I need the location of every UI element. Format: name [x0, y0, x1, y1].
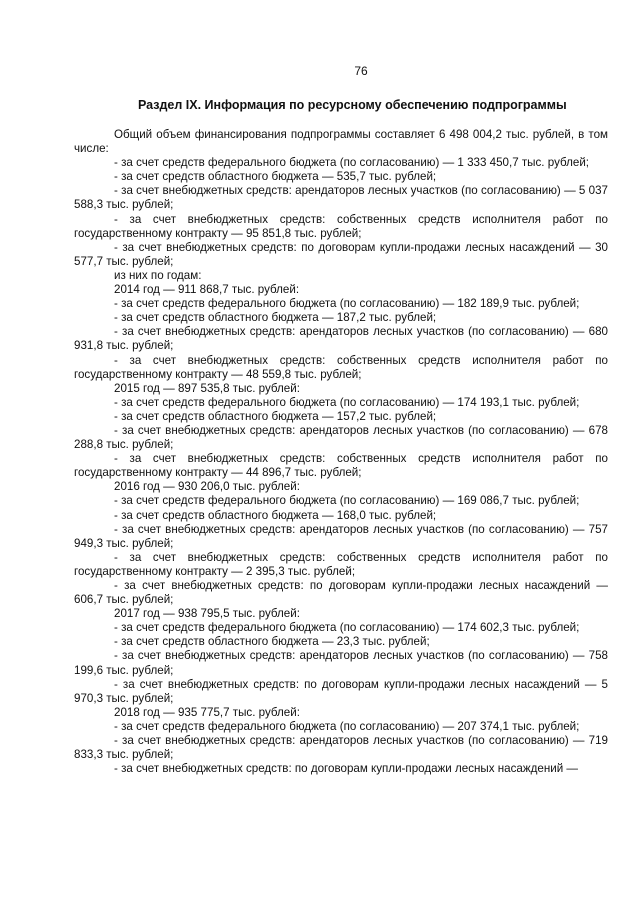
- paragraph: - за счет внебюджетных средств: арендаторов лесных участков (по согласованию) — 719 833,3 тыс. рублей;: [74, 734, 608, 762]
- document-body: [74, 128, 608, 776]
- page-number: 76: [354, 64, 368, 78]
- paragraph: - за счет внебюджетных средств: собственных средств исполнителя работ по государственному контракту — 95 851,8 тыс. рублей;: [74, 212, 608, 240]
- year-heading: 2017 год — 938 795,5 тыс. рублей:: [114, 607, 300, 621]
- paragraph: - за счет средств федерального бюджета (по согласованию) — 169 086,7 тыс. рублей;: [114, 494, 580, 508]
- paragraph: - за счет средств федерального бюджета (по согласованию) — 174 602,3 тыс. рублей;: [114, 621, 580, 635]
- paragraph: из них по годам:: [114, 268, 202, 282]
- paragraph: - за счет средств федерального бюджета (по согласованию) — 1 333 450,7 тыс. рублей;: [114, 156, 590, 170]
- paragraph: - за счет внебюджетных средств: арендаторов лесных участков (по согласованию) — 5 037 588,3 тыс. рублей;: [74, 184, 608, 212]
- paragraph: - за счет средств федерального бюджета (по согласованию) — 207 374,1 тыс. рублей;: [114, 719, 580, 733]
- section-title: Раздел IX. Информация по ресурсному обеспечению подпрограммы: [138, 98, 567, 112]
- paragraph: - за счет внебюджетных средств: арендаторов лесных участков (по согласованию) — 757 949,3 тыс. рублей;: [74, 522, 608, 550]
- year-heading: 2015 год — 897 535,8 тыс. рублей:: [114, 381, 300, 395]
- paragraph: - за счет средств областного бюджета — 23,3 тыс. рублей;: [114, 635, 430, 649]
- paragraph: - за счет внебюджетных средств: собственных средств исполнителя работ по государственному контракту — 44 896,7 тыс. рублей;: [74, 452, 608, 480]
- year-heading: 2016 год — 930 206,0 тыс. рублей:: [114, 480, 300, 494]
- paragraph: - за счет внебюджетных средств: арендаторов лесных участков (по согласованию) — 758 199,6 тыс. рублей;: [74, 649, 608, 677]
- paragraph: - за счет внебюджетных средств: собственных средств исполнителя работ по государственному контракту — 2 395,3 тыс. рублей;: [74, 550, 608, 578]
- year-heading: 2014 год — 911 868,7 тыс. рублей:: [114, 283, 300, 297]
- paragraph: - за счет средств федерального бюджета (по согласованию) — 182 189,9 тыс. рублей;: [114, 297, 580, 311]
- paragraph: - за счет внебюджетных средств: по договорам купли-продажи лесных насаждений — 606,7 тыс. рублей;: [74, 579, 608, 607]
- paragraph: - за счет средств федерального бюджета (по согласованию) — 174 193,1 тыс. рублей;: [114, 395, 580, 409]
- paragraph: - за счет внебюджетных средств: по договорам купли-продажи лесных насаждений — 5 970,3 тыс. рублей;: [74, 677, 608, 705]
- paragraph: - за счет средств областного бюджета — 157,2 тыс. рублей;: [114, 409, 437, 423]
- paragraph: - за счет средств областного бюджета — 535,7 тыс. рублей;: [114, 170, 437, 184]
- paragraph: - за счет средств областного бюджета — 187,2 тыс. рублей;: [114, 311, 437, 325]
- paragraph: - за счет внебюджетных средств: по договорам купли-продажи лесных насаждений —: [114, 762, 578, 776]
- paragraph: - за счет внебюджетных средств: арендаторов лесных участков (по согласованию) — 678 288,8 тыс. рублей;: [74, 423, 608, 452]
- year-heading: 2018 год — 935 775,7 тыс. рублей:: [114, 705, 300, 719]
- paragraph: - за счет внебюджетных средств: собственных средств исполнителя работ по государственному контракту — 48 559,8 тыс. рублей;: [74, 353, 608, 381]
- paragraph: - за счет внебюджетных средств: арендаторов лесных участков (по согласованию) — 680 931,8 тыс. рублей;: [74, 325, 608, 353]
- paragraph: Общий объем финансирования подпрограммы составляет 6 498 004,2 тыс. рублей, в том числе:: [74, 128, 608, 156]
- paragraph: - за счет средств областного бюджета — 168,0 тыс. рублей;: [114, 508, 437, 522]
- paragraph: - за счет внебюджетных средств: по договорам купли-продажи лесных насаждений — 30 577,7 тыс. рублей;: [74, 240, 608, 268]
